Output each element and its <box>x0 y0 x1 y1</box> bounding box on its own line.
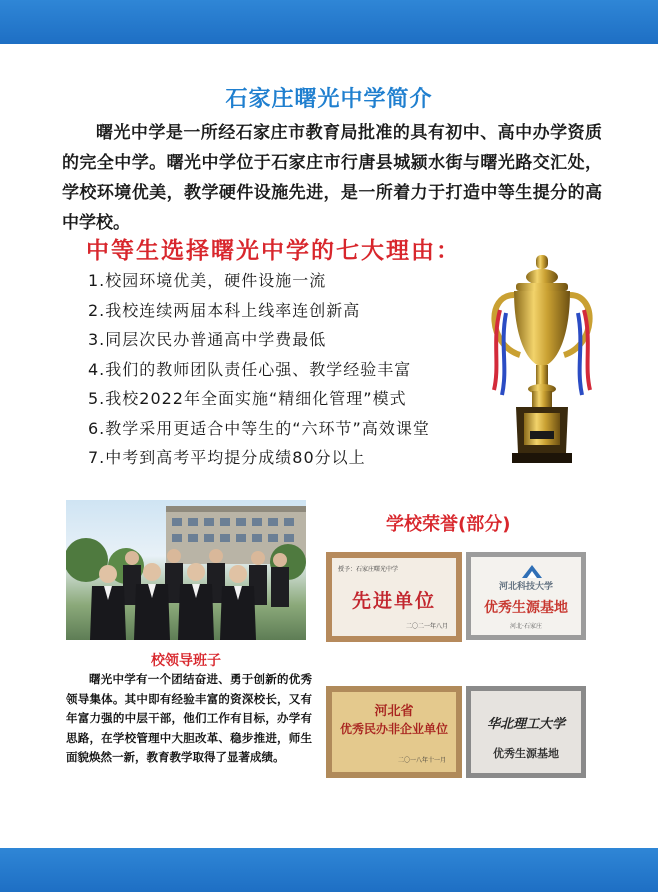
plaque-header: 授予：石家庄曙光中学 <box>338 566 399 573</box>
honor-plaque <box>466 552 586 640</box>
university-logo-icon <box>521 563 543 579</box>
list-item: 4.我们的教师团队责任心强、教学经验丰富 <box>88 359 412 379</box>
list-item: 5.我校2022年全面实施“精细化管理”模式 <box>88 389 407 408</box>
trophy-image <box>486 255 598 470</box>
intro-paragraph: 曙光中学是一所经石家庄市教育局批准的具有初中、高中办学资质的完全中学。曙光中学位于石家庄市行唐县城颍水街与曙光路交汇处，学校环境优美，教学硬件设施先进，是一所着力于打造中等生提分的高中学校。 <box>62 123 602 233</box>
plaque-header: 华北理工大学 <box>486 717 565 732</box>
list-item: 2.我校连续两届本科上线率连创新高 <box>88 300 361 320</box>
plaque-header: 河北省 <box>374 704 414 719</box>
plaque-date: 二〇二一年八月 <box>405 623 448 630</box>
honor-plaque <box>326 552 462 642</box>
plaque-title: 先进单位 <box>351 590 436 612</box>
plaque-header: 河北科技大学 <box>498 582 553 592</box>
plaque-title: 优秀生源基地 <box>493 747 559 760</box>
list-item: 1.校园环境优美，硬件设施一流 <box>88 271 327 290</box>
list-item: 3.同层次民办普通高中学费最低 <box>88 330 327 349</box>
honor-plaque <box>326 686 462 778</box>
leadership-photo <box>66 500 306 640</box>
plaque-date: 河北·石家庄 <box>510 623 542 630</box>
leaders-caption: 校领导班子 <box>151 653 221 669</box>
top-banner <box>0 0 658 44</box>
honor-plaque <box>466 686 586 778</box>
page-title: 石家庄曙光中学简介 <box>225 87 433 112</box>
honors-heading: 学校荣誉(部分) <box>386 514 511 535</box>
plaque-date: 二〇一八年十一月 <box>397 757 446 764</box>
leaders-description: 曙光中学有一个团结奋进、勇于创新的优秀领导集体。其中即有经验丰富的资深校长，又有年富力强的中层干部，他们工作有目标，办学有思路，在学校管理中大胆改革、稳步推进，师生面貌焕然一新，教育教学取得了显著成绩。 <box>66 672 312 764</box>
list-item: 6.教学采用更适合中等生的“六环节”高效课堂 <box>88 418 430 438</box>
plaque-title: 优秀民办非企业单位 <box>339 722 448 736</box>
bottom-banner <box>0 848 658 892</box>
reasons-list <box>88 266 430 473</box>
list-item: 7.中考到高考平均提分成绩80分以上 <box>88 448 366 467</box>
plaque-title: 优秀生源基地 <box>484 600 568 616</box>
reasons-heading: 中等生选择曙光中学的七大理由： <box>86 238 461 264</box>
